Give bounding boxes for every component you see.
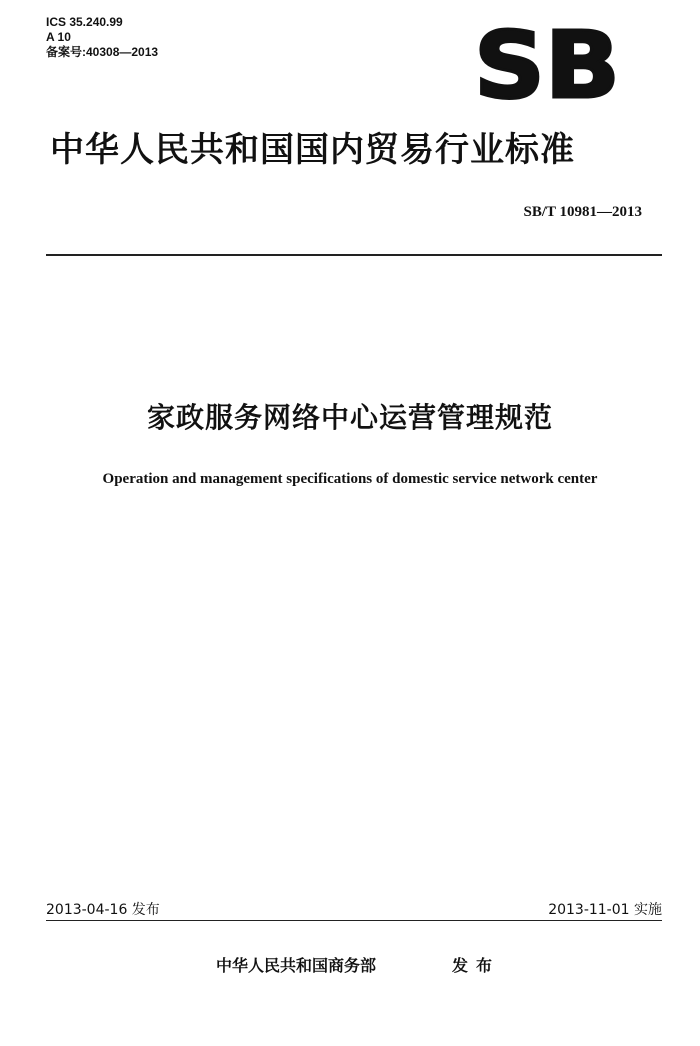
sb-logo-text: SB (474, 25, 620, 103)
standard-category-title: 中华人民共和国国内贸易行业标准 (50, 130, 575, 170)
ics-code: ICS 35.240.99 (46, 15, 123, 29)
footer-divider (46, 920, 662, 921)
header-divider (46, 254, 662, 256)
implementation-date: 2013-11-01 实施 (548, 902, 662, 918)
publisher: 中华人民共和国商务部 (216, 956, 377, 975)
document-title-en: Operation and management specifications of domestic service network center (102, 471, 598, 487)
filing-number: 备案号:40308—2013 (46, 45, 159, 59)
document-title-cn: 家政服务网络中心运营管理规范 (146, 401, 553, 434)
ccs-code: A 10 (46, 30, 71, 44)
sb-logo (472, 25, 622, 103)
issue-date: 2013-04-16 发布 (46, 902, 160, 918)
standard-number: SB/T 10981—2013 (523, 204, 642, 220)
publish-label: 发布 (452, 956, 501, 975)
